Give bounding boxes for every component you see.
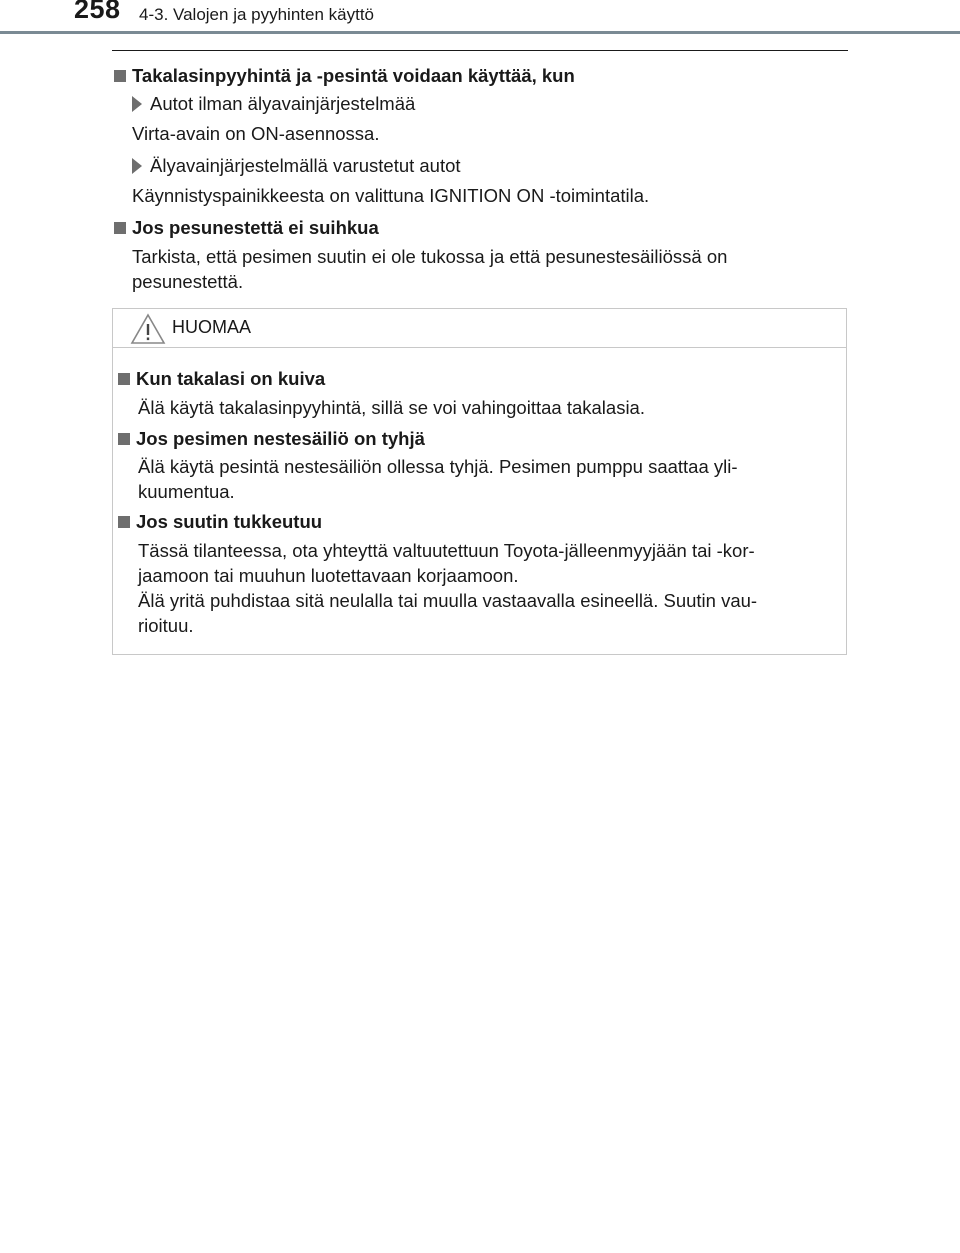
paragraph-line: jaamoon tai muuhun luotettavaan korjaamoon.: [138, 565, 519, 586]
square-bullet-icon: [118, 373, 130, 385]
paragraph-line: Tarkista, että pesimen suutin ei ole tukossa ja että pesunestesäiliössä on: [132, 246, 728, 267]
square-bullet-icon: [114, 222, 126, 234]
notice-item-heading-text: Kun takalasi on kuiva: [136, 368, 326, 389]
section-heading-text: Takalasinpyyhintä ja -pesintä voidaan käyttää, kun: [132, 65, 575, 86]
sub-label-no-smart-key: [132, 91, 415, 116]
square-bullet-icon: [118, 433, 130, 445]
square-bullet-icon: [114, 70, 126, 82]
sub-label-text: Autot ilman älyavainjärjestelmää: [150, 93, 416, 114]
notice-title: HUOMAA: [172, 317, 252, 337]
notice-item-heading-text: Jos pesimen nestesäiliö on tyhjä: [136, 428, 425, 449]
page-header: [0, 0, 960, 40]
notice-item-heading-text: Jos suutin tukkeutuu: [136, 511, 323, 532]
paragraph-line: Älä yritä puhdistaa sitä neulalla tai muulla vastaavalla esineellä. Suutin vau-: [138, 590, 758, 611]
square-bullet-icon: [118, 516, 130, 528]
section-heading-text: Jos pesunestettä ei suihkua: [132, 217, 379, 238]
paragraph: Virta-avain on ON-asennossa.: [132, 123, 380, 144]
notice-item-heading: [118, 426, 425, 451]
paragraph-line: pesunestettä.: [132, 271, 244, 292]
header-rule: [0, 31, 960, 34]
paragraph-line: kuumentua.: [138, 481, 235, 502]
notice-item-heading: [118, 366, 325, 391]
chapter-title: 4-3. Valojen ja pyyhinten käyttö: [139, 5, 374, 24]
warning-icon: [130, 313, 166, 345]
paragraph-line: Älä käytä pesintä nestesäiliön ollessa tyhjä. Pesimen pumppu saattaa yli-: [138, 456, 738, 477]
triangle-bullet-icon: [132, 158, 142, 174]
content-rule: [112, 50, 848, 51]
sub-label-text: Älyavainjärjestelmällä varustetut autot: [150, 155, 461, 176]
section-heading-rear-wiper: [114, 63, 575, 88]
paragraph-line: Tässä tilanteessa, ota yhteyttä valtuutettuun Toyota-jälleenmyyjään tai -kor-: [138, 540, 755, 561]
notice-item-text: [138, 454, 832, 504]
notice-item-heading: [118, 509, 322, 534]
notice-item-text: Älä käytä takalasinpyyhintä, sillä se voi vahingoittaa takalasia.: [138, 397, 645, 418]
section-heading-washer: [114, 215, 379, 240]
notice-header: [113, 309, 846, 348]
paragraph: [132, 244, 841, 294]
paragraph-line: rioituu.: [138, 615, 194, 636]
page-number: 258: [74, 0, 121, 24]
triangle-bullet-icon: [132, 96, 142, 112]
paragraph: Käynnistyspainikkeesta on valittuna IGNITION ON -toimintatila.: [132, 185, 650, 206]
sub-label-smart-key: [132, 153, 461, 178]
notice-box: [112, 308, 847, 655]
notice-item-text: [138, 538, 832, 638]
